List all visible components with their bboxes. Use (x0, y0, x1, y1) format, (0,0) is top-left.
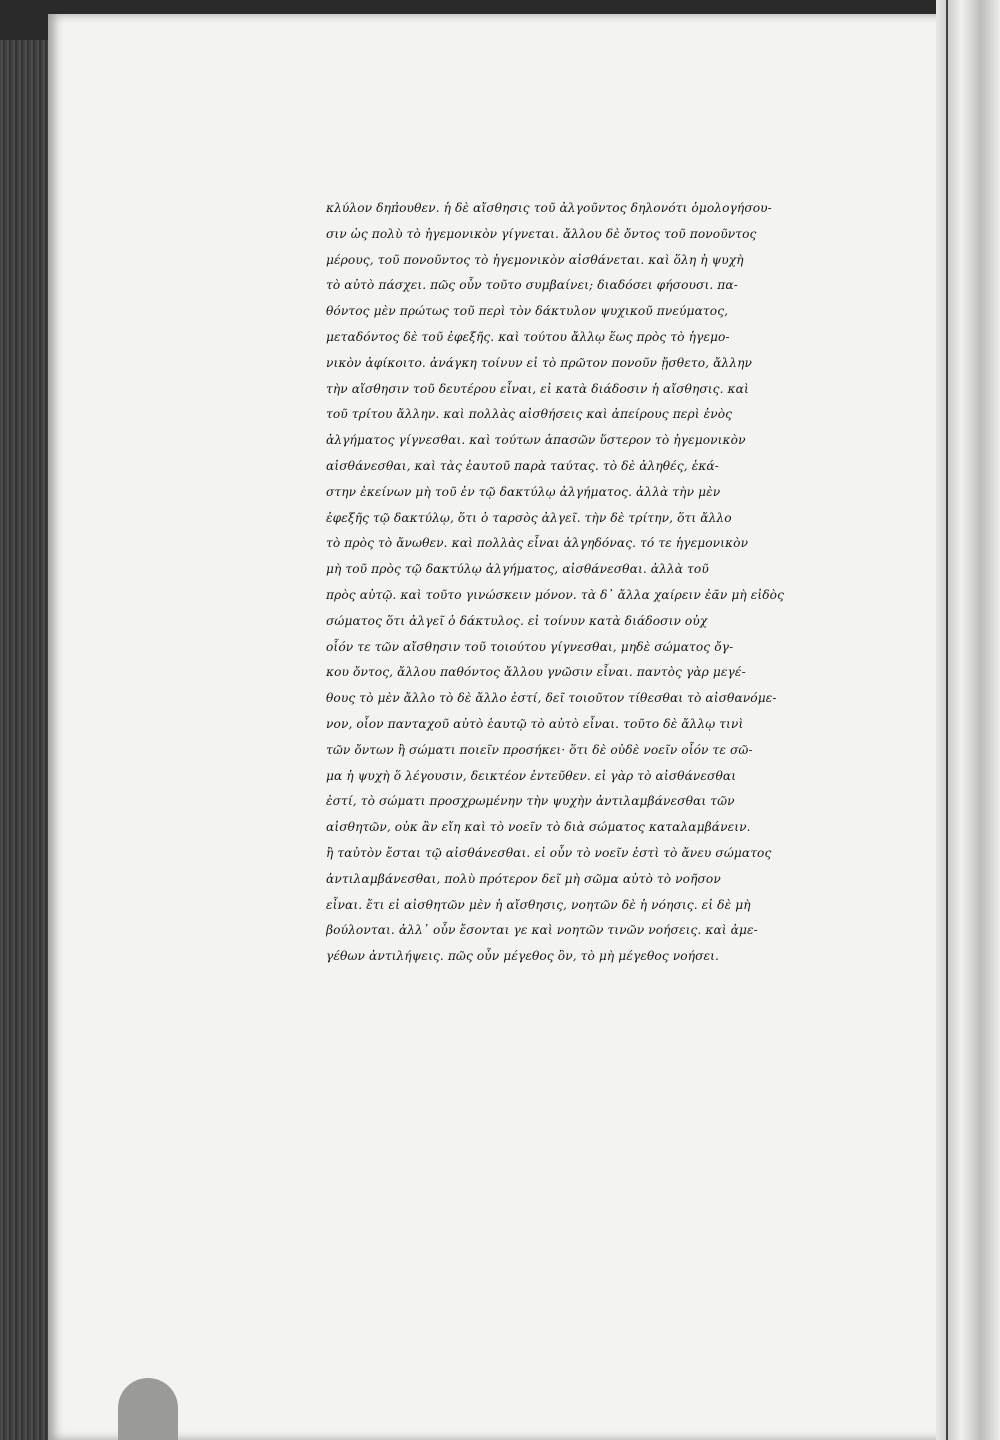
text-line: οἷόν τε τῶν αἴσθησιν τοῦ τοιούτου γίγνεσθαι, μηδὲ σώματος ὄγ- (326, 639, 734, 654)
handwritten-text-block (326, 196, 866, 970)
text-line: βούλονται. ἀλλ᾽ οὖν ἔσονται γε καὶ νοητῶν τινῶν νοήσεις. καὶ ἀμε- (326, 923, 758, 938)
facing-page-edge (936, 0, 1000, 1440)
text-line: ἐστί, τὸ σώματι προσχρωμένην τὴν ψυχὴν ἀντιλαμβάνεσθαι τῶν (326, 794, 735, 809)
holding-thumb (118, 1378, 178, 1440)
text-line: τὸ αὐτὸ πάσχει. πῶς οὖν τοῦτο συμβαίνει; διαδόσει φήσουσι. πα- (326, 278, 738, 293)
text-line: κου ὄντος, ἄλλου παθόντος ἄλλου γνῶσιν εἶναι. παντὸς γὰρ μεγέ- (326, 665, 746, 680)
text-line: μα ἡ ψυχὴ ὅ λέγουσιν, δεικτέον ἐντεῦθεν. εἰ γὰρ τὸ αἰσθάνεσθαι (326, 768, 737, 783)
text-line: σώματος ὅτι ἀλγεῖ ὁ δάκτυλος. εἰ τοίνυν κατὰ διάδοσιν οὐχ (326, 613, 708, 628)
text-line: μὴ τοῦ πρὸς τῷ δακτύλῳ ἀλγήματος, αἰσθάνεσθαι. ἀλλὰ τοῦ (326, 562, 709, 577)
text-line: μέρους, τοῦ πονοῦντος τὸ ἡγεμονικὸν αἰσθάνεται. καὶ ὅλη ἡ ψυχὴ (326, 252, 744, 267)
text-line: αἰσθάνεσθαι, καὶ τὰς ἑαυτοῦ παρὰ ταύτας. τὸ δὲ ἀληθές, ἑκά- (326, 458, 719, 473)
text-line: τὴν αἴσθησιν τοῦ δευτέρου εἶναι, εἰ κατὰ διάδοσιν ἡ αἴσθησις. καὶ (326, 381, 749, 396)
text-line: ἀντιλαμβάνεσθαι, πολὺ πρότερον δεῖ μὴ σῶμα αὐτὸ τὸ νοῆσον (326, 871, 721, 886)
text-line: ἀλγήματος γίγνεσθαι. καὶ τούτων ἁπασῶν ὕστερον τὸ ἡγεμονικὸν (326, 433, 746, 448)
text-line: τῶν ὄντων ἢ σώματι ποιεῖν προσήκει· ὅτι δὲ οὐδὲ νοεῖν οἷόν τε σῶ- (326, 742, 753, 757)
text-line: νικὸν ἀφίκοιτο. ἀνάγκη τοίνυν εἰ τὸ πρῶτον πονοῦν ᾔσθετο, ἄλλην (326, 355, 752, 370)
text-line: στην ἐκείνων μὴ τοῦ ἐν τῷ δακτύλῳ ἀλγήματος. ἀλλὰ τὴν μὲν (326, 484, 721, 499)
text-line: μεταδόντος δὲ τοῦ ἐφεξῆς. καὶ τούτου ἄλλῳ ἕως πρὸς τὸ ἡγεμο- (326, 329, 730, 344)
text-line: πρὸς αὐτῷ. καὶ τοῦτο γινώσκειν μόνον. τὰ δ᾽ ἄλλα χαίρειν ἐᾶν μὴ εἰδὸς (326, 587, 785, 602)
text-line: σιν ὡς πολὺ τὸ ἡγεμονικὸν γίγνεται. ἄλλου δὲ ὄντος τοῦ πονοῦντος (326, 226, 757, 241)
text-line: ἢ ταὐτὸν ἔσται τῷ αἰσθάνεσθαι. εἰ οὖν τὸ νοεῖν ἐστὶ τὸ ἄνευ σώματος (326, 845, 772, 860)
text-line: θους τὸ μὲν ἄλλο τὸ δὲ ἄλλο ἐστί, δεῖ τοιοῦτον τίθεσθαι τὸ αἰσθανόμε- (326, 691, 777, 706)
text-line: ἐφεξῆς τῷ δακτύλῳ, ὅτι ὁ ταρσὸς ἀλγεῖ. τὴν δὲ τρίτην, ὅτι ἄλλο (326, 510, 732, 525)
text-line: γέθων ἀντιλήψεις. πῶς οὖν μέγεθος ὂν, τὸ μὴ μέγεθος νοήσει. (326, 949, 720, 964)
text-line: εἶναι. ἔτι εἰ αἰσθητῶν μὲν ἡ αἴσθησις, νοητῶν δὲ ἡ νόησις. εἰ δὲ μὴ (326, 897, 751, 912)
text-line: κλύλον δηπ̓ουθεν. ἡ δὲ αἴσθησις τοῦ ἀλγοῦντος δηλονότι ὁμολογήσου- (326, 201, 772, 215)
text-line: τὸ πρὸς τὸ ἄνωθεν. καὶ πολλὰς εἶναι ἀλγηδόνας. τό τε ἡγεμονικὸν (326, 536, 749, 551)
text-line: τοῦ τρίτου ἄλλην. καὶ πολλὰς αἰσθήσεις καὶ ἀπείρους περὶ ἑνὸς (326, 407, 733, 422)
text-line: θόντος μὲν πρώτως τοῦ περὶ τὸν δάκτυλον ψυχικοῦ πνεύματος, (326, 304, 729, 319)
text-line: αἰσθητῶν, οὐκ ἂν εἴη καὶ τὸ νοεῖν τὸ διὰ σώματος καταλαμβάνειν. (326, 820, 751, 835)
text-line: νον, οἷον πανταχοῦ αὐτὸ ἑαυτῷ τὸ αὐτὸ εἶναι. τοῦτο δὲ ἄλλῳ τινὶ (326, 716, 744, 731)
